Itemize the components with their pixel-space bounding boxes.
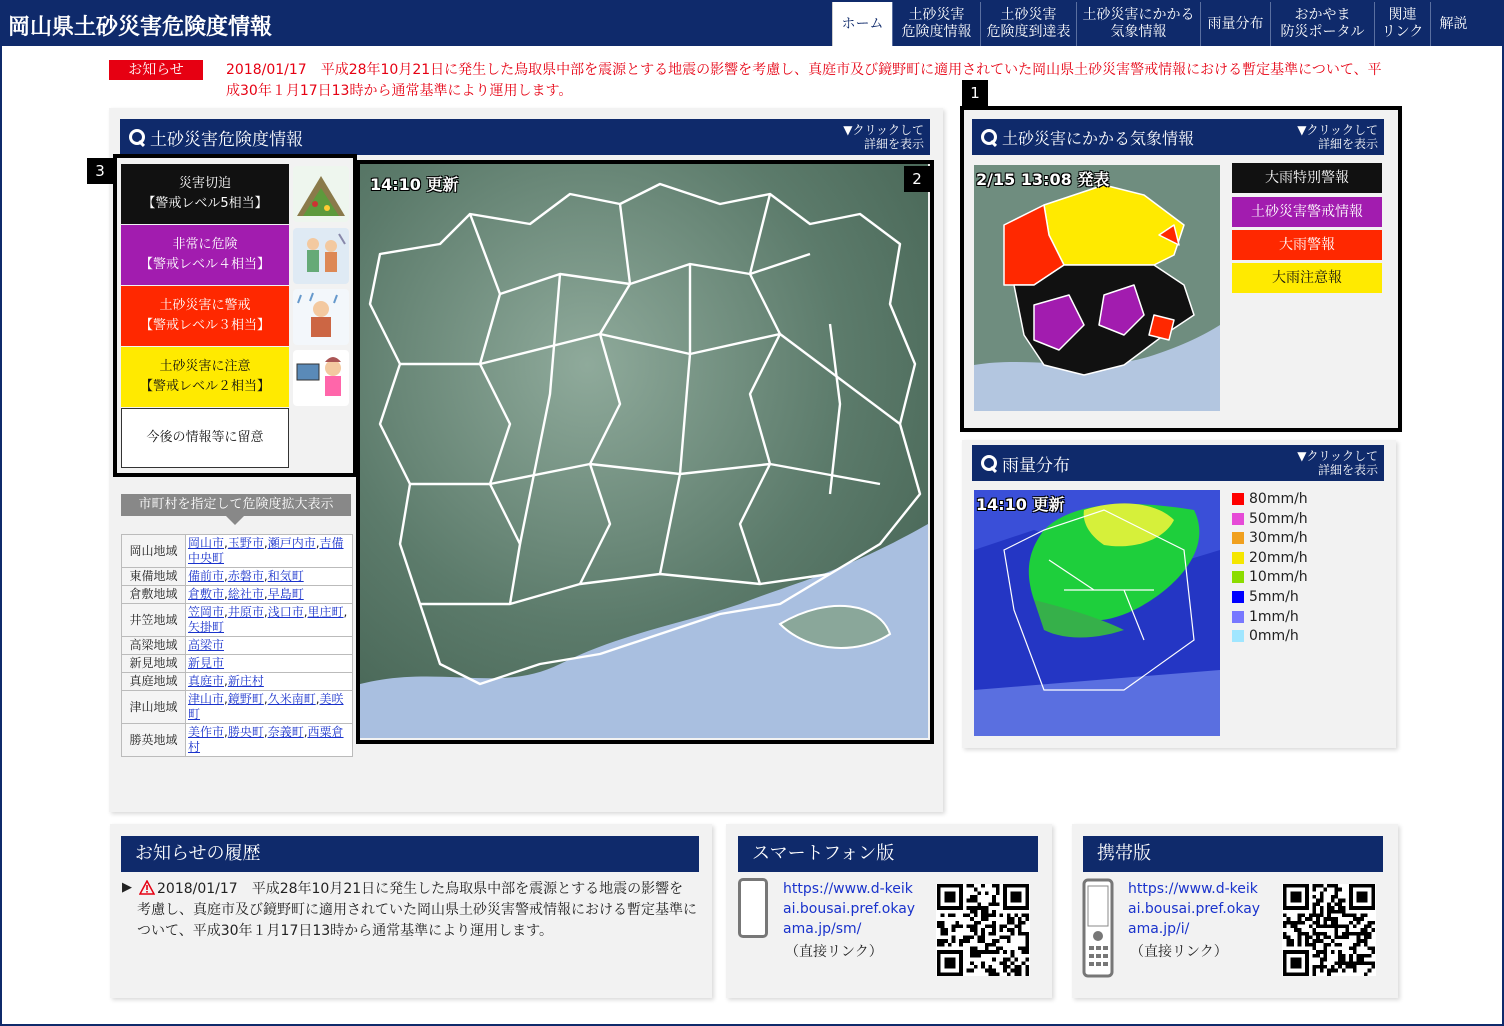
rain-legend-item [1232, 490, 1308, 508]
municipality-area: 勝英地域 [122, 724, 186, 757]
weather-level-heavy-rain-warning: 大雨警報 [1232, 230, 1382, 260]
municipality-link[interactable]: 和気町 [267, 569, 304, 583]
rain-legend-label: 0mm/h [1249, 628, 1299, 645]
rain-legend-swatch [1232, 552, 1244, 564]
municipality-link[interactable]: 新見市 [188, 656, 225, 670]
risk-level-2: 土砂災害に注意 【警戒レベル２相当】 [121, 347, 289, 407]
municipality-towns [186, 637, 353, 655]
municipality-row [122, 655, 353, 673]
municipality-area: 井笠地域 [122, 604, 186, 637]
risk-panel-title: 土砂災害危険度情報 [150, 129, 303, 150]
rain-legend-swatch [1232, 571, 1244, 583]
rain-panel-header[interactable] [972, 445, 1384, 481]
nav-bousai-portal[interactable]: おかやま 防災ポータル [1270, 2, 1374, 46]
municipality-link[interactable]: 総社市 [227, 587, 264, 601]
municipality-area: 高梁地域 [122, 637, 186, 655]
mobile-qr-code-icon [1282, 884, 1376, 976]
municipality-link[interactable]: 浅口市 [267, 605, 304, 619]
municipality-towns: 美作市,勝央町,奈義町,西粟倉村 [186, 724, 353, 757]
notice-tag: お知らせ [109, 60, 203, 80]
smartphone-qr-code-icon [936, 884, 1030, 976]
municipality-towns: 備前市,赤磐市,和気町 [186, 568, 353, 586]
municipality-row [122, 604, 353, 637]
history-bullet-icon: ▶ [122, 880, 132, 895]
risk-level-1: 今後の情報等に留意 [121, 408, 289, 468]
rain-legend-label: 10mm/h [1249, 569, 1308, 586]
municipality-area: 真庭地域 [122, 673, 186, 691]
municipality-link[interactable]: 津山市 [188, 692, 225, 706]
feature-phone-icon [1082, 878, 1114, 978]
rain-panel-title: 雨量分布 [1002, 455, 1070, 476]
rain-map[interactable] [974, 490, 1220, 736]
rain-map-timestamp: 14:10 更新 [976, 495, 1065, 514]
municipality-link[interactable]: 瀬戸内市 [267, 536, 316, 550]
rain-legend-item [1232, 549, 1308, 567]
municipality-towns: 笠岡市,井原市,浅口市,里庄町,矢掛町 [186, 604, 353, 637]
rain-legend-label: 50mm/h [1249, 510, 1308, 527]
weather-panel-title: 土砂災害にかかる気象情報 [1002, 128, 1195, 148]
rain-legend-item [1232, 529, 1308, 547]
rain-legend-label: 80mm/h [1249, 491, 1308, 507]
mobile-title: 携帯版 [1083, 836, 1383, 872]
municipality-link[interactable]: 久米南町 [267, 692, 316, 706]
history-item-text[interactable]: 2018/01/17 平成28年10月21日に発生した鳥取県中部を震源とする地震の影響を考慮し、真庭市及び鏡野町に適用されていた岡山県土砂災害警戒情報における暫定基準について、平成30年１月17日13時から通常基準により運用します。 [137, 881, 697, 939]
nav-rainfall[interactable]: 雨量分布 [1200, 2, 1270, 46]
municipality-link[interactable]: 備前市 [188, 569, 225, 583]
municipality-arrow-icon [226, 516, 244, 525]
rain-click-hint[interactable]: ▼クリックして 詳細を表示 [1297, 449, 1378, 477]
smartphone-title: スマートフォン版 [738, 836, 1038, 872]
municipality-row [122, 637, 353, 655]
weather-level-heavy-rain-advisory: 大雨注意報 [1232, 263, 1382, 293]
municipality-link[interactable]: 西粟倉村 [188, 725, 344, 754]
municipality-table [121, 534, 353, 757]
smartphone-icon [738, 878, 768, 938]
rain-legend-label: 1mm/h [1249, 608, 1299, 625]
municipality-link[interactable]: 吉備中央町 [188, 536, 344, 565]
rain-legend-item [1232, 608, 1299, 626]
risk-click-hint[interactable]: ▼クリックして 詳細を表示 [843, 123, 924, 151]
mobile-url-link[interactable]: https://www.d-keik ai.bousai.pref.okay ama.jp/i/ [1128, 881, 1261, 937]
rain-legend-swatch [1232, 513, 1244, 525]
weather-level-sediment-alert: 土砂災害警戒情報 [1232, 197, 1382, 227]
risk-panel-header[interactable] [120, 119, 930, 155]
municipality-towns: 津山市,鏡野町,久米南町,美咲町 [186, 691, 353, 724]
municipality-link[interactable]: 玉野市 [227, 536, 264, 550]
mark-number-2: 2 [904, 166, 930, 192]
site-title[interactable]: 岡山県土砂災害危険度情報 [8, 15, 273, 40]
municipality-row [122, 586, 353, 604]
nav-home[interactable]: ホーム [832, 2, 892, 46]
smartphone-direct-link-note: （直接リンク） [785, 944, 883, 960]
municipality-towns [186, 655, 353, 673]
main-nav [832, 2, 1476, 46]
rain-legend-swatch [1232, 611, 1244, 623]
municipality-area: 倉敷地域 [122, 586, 186, 604]
nav-explanation[interactable]: 解説 [1430, 2, 1476, 46]
municipality-link[interactable]: 鏡野町 [227, 692, 264, 706]
municipality-link[interactable]: 笠岡市 [188, 605, 225, 619]
municipality-link[interactable]: 美作市 [188, 725, 225, 739]
municipality-link[interactable]: 高梁市 [188, 638, 225, 652]
smartphone-url-link[interactable]: https://www.d-keik ai.bousai.pref.okay ama.jp/sm/ [783, 881, 916, 937]
municipality-towns: 岡山市,玉野市,瀬戸内市,吉備中央町 [186, 535, 353, 568]
rain-legend-swatch [1232, 630, 1244, 642]
rain-legend-swatch [1232, 493, 1244, 505]
rain-map-svg [974, 490, 1220, 736]
history-title: お知らせの履歴 [121, 836, 699, 872]
municipality-link[interactable]: 岡山市 [188, 536, 225, 550]
municipality-area: 岡山地域 [122, 535, 186, 568]
mark-number-3: 3 [87, 158, 113, 184]
weather-click-hint[interactable]: ▼クリックして 詳細を表示 [1297, 123, 1378, 151]
rain-legend-swatch [1232, 591, 1244, 603]
municipality-area: 東備地域 [122, 568, 186, 586]
municipality-link[interactable]: 奈義町 [267, 725, 304, 739]
weather-map-timestamp: 2/15 13:08 発表 [976, 170, 1110, 189]
nav-links[interactable]: 関連 リンク [1374, 2, 1430, 46]
municipality-area: 津山地域 [122, 691, 186, 724]
nav-risk-info[interactable]: 土砂災害 危険度情報 [892, 2, 980, 46]
municipality-towns: 真庭市,新庄村 [186, 673, 353, 691]
mobile-direct-link-note: （直接リンク） [1130, 944, 1228, 960]
risk-map-timestamp: 14:10 更新 [370, 175, 459, 194]
municipality-row [122, 724, 353, 757]
risk-level-4: 非常に危険 【警戒レベル４相当】 [121, 225, 289, 285]
rain-legend-item [1232, 568, 1308, 586]
municipality-link[interactable]: 矢掛町 [188, 620, 225, 634]
mark-box-3 [113, 154, 357, 477]
municipality-row [122, 691, 353, 724]
mark-box-2 [356, 160, 934, 744]
municipality-title: 市町村を指定して危険度拡大表示 [121, 494, 351, 516]
site-header [2, 2, 1502, 46]
rain-legend-item [1232, 627, 1299, 645]
risk-level-5: 災害切迫 【警戒レベル5相当】 [121, 164, 289, 224]
municipality-link[interactable]: 井原市 [227, 605, 264, 619]
municipality-link[interactable]: 美咲町 [188, 692, 344, 721]
municipality-link[interactable]: 早島町 [267, 587, 304, 601]
weather-level-special-warning: 大雨特別警報 [1232, 163, 1382, 193]
municipality-towns: 倉敷市,総社市,早島町 [186, 586, 353, 604]
mark-box-1 [960, 106, 1402, 432]
municipality-link[interactable]: 勝央町 [227, 725, 264, 739]
mark-number-1: 1 [962, 80, 988, 106]
search-icon [128, 128, 146, 146]
risk-level-3: 土砂災害に警戒 【警戒レベル３相当】 [121, 286, 289, 346]
municipality-link[interactable]: 新庄村 [227, 674, 264, 688]
notice-text: 2018/01/17 平成28年10月21日に発生した鳥取県中部を震源とする地震の影響を考慮し、真庭市及び鏡野町に適用されていた岡山県土砂災害警戒情報における暫定基準について、平成30年１月17日13時から通常基準により運用します。 [226, 62, 1382, 99]
rain-legend-item [1232, 510, 1308, 528]
municipality-link[interactable]: 赤磐市 [227, 569, 264, 583]
municipality-area: 新見地域 [122, 655, 186, 673]
municipality-row [122, 568, 353, 586]
nav-risk-table[interactable]: 土砂災害 危険度到達表 [980, 2, 1076, 46]
rain-legend-label: 30mm/h [1249, 530, 1308, 547]
municipality-row [122, 535, 353, 568]
rain-legend-swatch [1232, 532, 1244, 544]
municipality-link[interactable]: 里庄町 [307, 605, 344, 619]
municipality-link[interactable]: 真庭市 [188, 674, 225, 688]
municipality-link[interactable]: 倉敷市 [188, 587, 225, 601]
municipality-row [122, 673, 353, 691]
rain-legend-item [1232, 588, 1299, 606]
rain-legend-label: 5mm/h [1249, 589, 1299, 605]
rain-legend-label: 20mm/h [1249, 549, 1308, 566]
nav-weather-info[interactable]: 土砂災害にかかる 気象情報 [1076, 2, 1200, 46]
search-icon [980, 454, 998, 472]
